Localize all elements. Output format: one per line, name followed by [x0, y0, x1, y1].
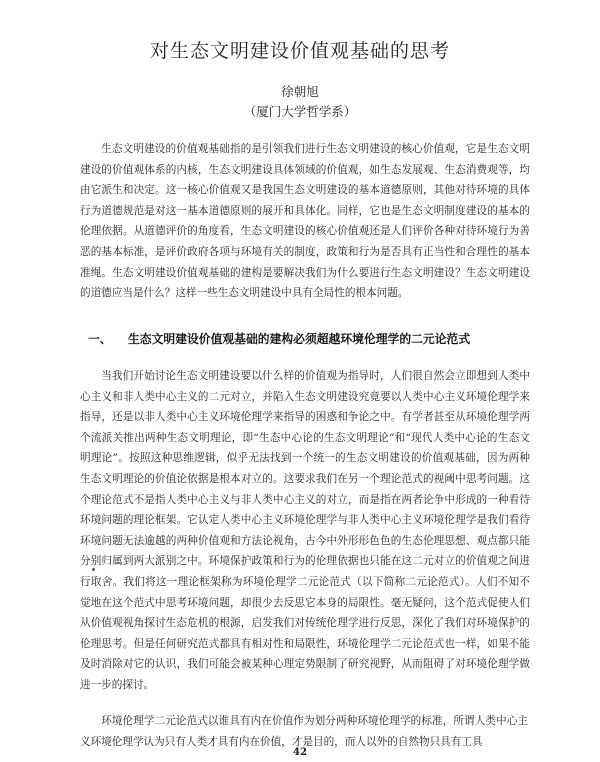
section-number: 一、 — [88, 332, 112, 346]
author-name: 徐朝旭 — [281, 84, 319, 99]
page-number: 42 — [293, 747, 307, 758]
paper-title: 对生态文明建设价值观基础的思考 — [149, 40, 450, 62]
scan-speck — [92, 568, 95, 571]
section-heading — [88, 330, 538, 347]
section-title: 生态文明建设价值观基础的建构必须超越环境伦理学的二元论范式 — [128, 332, 471, 346]
body-paragraph: 当我们开始讨论生态文明建设要以什么样的价值观为指导时，人们很自然会立即想到人类中心主义和非人类中心主义的二元对立，并陷入生态文明建设究竟要以人类中心主义环境伦理学来指导，还是以非人类中心主义环境伦理学来指导的困惑和争论之中。有学者甚至从环境伦理学两个流派关推出两种生态文明理论，即“生态中心论的生态文明理论”和“现代人类中心论的生态文明理论”。按照这种思维逻辑，似乎无法找到一个统一的生态文明建设的价值观基础，因为两种生态文明理论的价值论依据是根本对立的。这要求我们在另一个理论范式的视阈中思考问题。这个理论范式不是指人类中心主义与非人类中心主义的对立，而是指在两者论争中形成的一种看待环境问题的理论框架。它认定人类中心主义环境伦理学与非人类中心主义环境伦理学是我们看待环境问题无法逾越的两种价值观和方法论视角，古今中外形形色色的生态伦理思想、观点都只能分别归属到两大派别之中。环境保护政策和行为的伦理依据也只能在这二元对立的价值观之间进行取舍。我们将这一理论框架称为环境伦理学二元论范式（以下简称二元论范式）。人们不知不觉地在这个范式中思考环境问题，却很少去反思它本身的局限性。毫无疑问，这个范式促使人们从价值观视角探讨生态危机的根源，启发我们对传统伦理学进行反思，深化了我们对环境保护的伦理思考。但是任何研究范式都具有相对性和局限性，环境伦理学二元论范式也一样，如果不能及时消除对它的认识，我们可能会被某种心理定势限制了研究视野，从而阻碍了对环境伦理学做进一步的探讨。 — [80, 370, 530, 691]
author-affiliation: （厦门大学哲学系） — [243, 104, 357, 119]
abstract-paragraph: 生态文明建设的价值观基础指的是引领我们进行生态文明建设的核心价值观，它是生态文明建设的价值观体系的内核，生态文明建设具体领域的价值观，如生态发展观、生态消费观等，均由它派生和决定。这一核心价值观又是我国生态文明建设的基本道德原则，其他对待环境的具体行为道德规范是对这一基本道德原则的展开和具体化。同样，它也是生态文明制度建设的基本的伦理依据。从道德评价的角度看，生态文明建设的核心价值观还是人们评价各种对待环境行为善恶的基本标准，是评价政府各项与环境有关的制度，政策和行为是否具有正当性和合理性的基本准绳。生态文明建设价值观基础的建构是要解决我们为什么要进行生态文明建设？生态文明建设的道德应当是什么？这样一些生态文明建设中具有全局性的根本问题。 — [80, 143, 530, 300]
body-paragraph: 环境伦理学二元论范式以谁具有内在价值作为划分两种环境伦理学的标准，所谓人类中心主义环境伦理学认为只有人类才具有内在价值，才是目的，而人以外的自然物只具有工具 — [80, 715, 528, 748]
